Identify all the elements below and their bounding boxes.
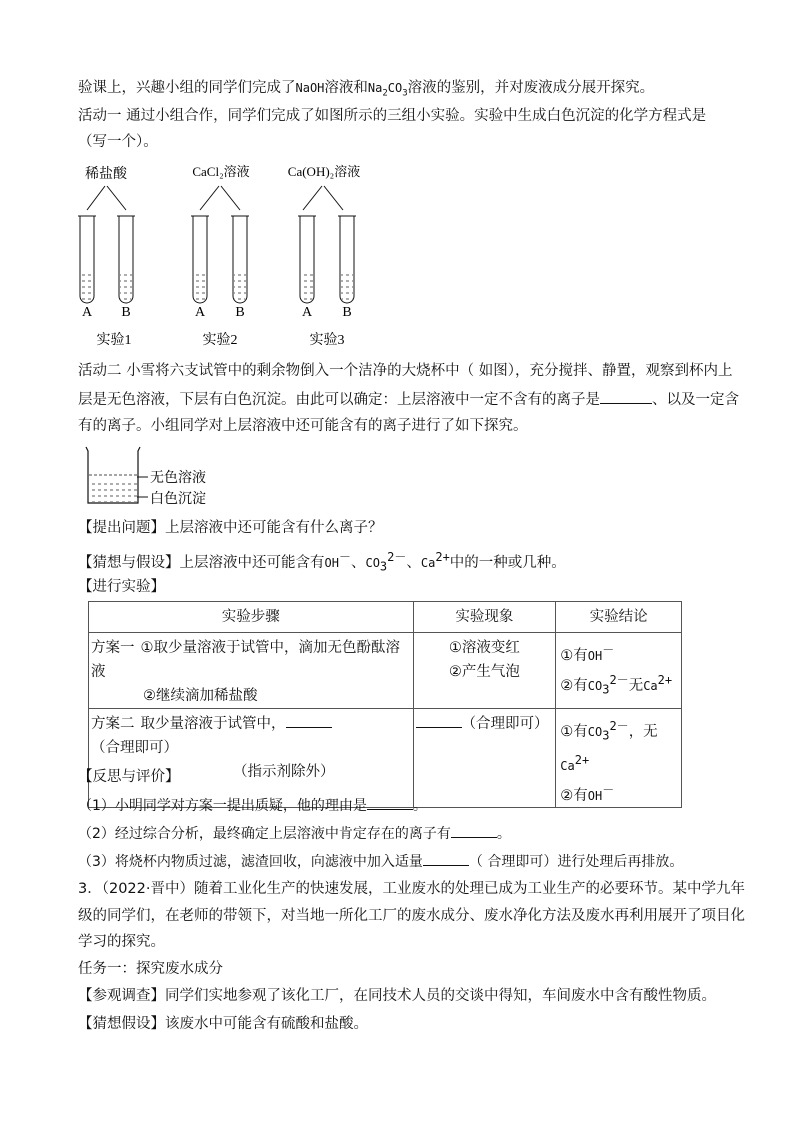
experiment1-tubes <box>78 186 135 303</box>
reflection-q2: （2）经过综合分析，最终确定上层溶液中肯定存在的离子有 。 <box>78 823 511 844</box>
tube-label-2b: B <box>235 305 245 320</box>
q3-blank[interactable] <box>423 851 469 866</box>
experiment3-tubes <box>298 186 356 303</box>
label-cacl2: CaCl₂溶液 <box>192 164 250 179</box>
plan2-step-blank[interactable] <box>286 713 332 728</box>
label-hcl: 稀盐酸 <box>85 167 127 182</box>
reflection-q1: （1）小明同学对方案一提出质疑，他的理由是 。 <box>78 795 427 816</box>
na2co3-formula: $Na_2CO_3$ <box>367 81 408 99</box>
activity1-line1: 活动一 通过小组合作，同学们完成了如图所示的三组小实验。实验中生成白色沉淀的化学方程式是 <box>78 108 707 124</box>
plan2-observation: （合理即可） <box>413 709 556 808</box>
q1-blank[interactable] <box>367 795 413 810</box>
plan2-steps: 方案二 取少量溶液于试管中，（合理即可） （指示剂除外） <box>89 709 414 808</box>
tube-label-2a: A <box>194 305 206 320</box>
naoh-formula: NaOH <box>295 81 325 95</box>
answer-blank[interactable] <box>600 389 652 404</box>
tube-label-1b: B <box>121 305 131 320</box>
plan1-conclusion: ①有OH－ ②有$CO_3^{2-}$无$Ca^{2+}$ <box>556 633 682 709</box>
problem3-line1: 3．（2022·晋中）随着工业化生产的快速发展，工业废水的处理已成为工业生产的必要环节。某中学九年 <box>78 881 745 897</box>
survey-line: 【参观调查】同学们实地参观了该化工厂，在同技术人员的交谈中得知，车间废水中含有酸性物质。 <box>78 988 716 1004</box>
plan1-steps: 方案一 ①取少量溶液于试管中，滴加无色酚酞溶液 ②继续滴加稀盐酸 <box>89 633 414 709</box>
plan2-obs-blank[interactable] <box>416 713 462 728</box>
reflection-heading: 【反思与评价】 <box>78 769 180 785</box>
beaker-figure <box>80 445 220 510</box>
reflection-q3: （3）将烧杯内物质过滤，滤渣回收，向滤液中加入适量 （ 合理即可）进行处理后再排放。 <box>78 851 683 872</box>
tube-label-3b: B <box>342 305 352 320</box>
experiment-heading: 【进行实验】 <box>78 579 165 595</box>
activity2-line1: 活动二 小雪将六支试管中的剩余物倒入一个洁净的大烧杯中（ 如图），充分搅拌、静置，观察到杯内上 <box>78 363 733 379</box>
tube-label-3a: A <box>301 305 313 320</box>
task1-heading: 任务一：探究废水成分 <box>78 961 223 977</box>
intro-text-b: 溶液和 <box>324 80 368 96</box>
caption-exp1: 实验1 <box>96 333 132 348</box>
hypothesis-line: 【猜想与假设】上层溶液中还可能含有OH－、$CO_3^{2-}$、$Ca^{2+}$中的一种或几种。 <box>78 550 566 574</box>
problem3-line3: 学习的探究。 <box>78 934 165 950</box>
intro-line <box>78 78 654 103</box>
header-steps: 实验步骤 <box>89 602 414 633</box>
tube-label-1a: A <box>81 305 93 320</box>
q2-blank[interactable] <box>451 823 497 838</box>
header-observation: 实验现象 <box>413 602 556 633</box>
problem3-line2: 级的同学们，在老师的带领下，对当地一所化工厂的废水成分、废水净化方法及废水再利用展开了项目化 <box>78 908 745 924</box>
activity1-line2: （写一个）。 <box>78 134 158 150</box>
guess-line: 【猜想假设】该废水中可能含有硫酸和盐酸。 <box>78 1016 368 1032</box>
beaker-upper-label: 无色溶液 <box>150 471 206 486</box>
caption-exp2: 实验2 <box>202 333 238 348</box>
experiment2-tubes <box>191 186 249 303</box>
plan2-conclusion: ①有$CO_3^{2-}$，无$Ca^{2+}$ ②有OH－ <box>556 709 682 808</box>
question-line: 【提出问题】上层溶液中还可能含有什么离子？ <box>78 520 383 536</box>
label-caoh2: Ca(OH)₂溶液 <box>287 164 361 179</box>
intro-text-c: 溶液的鉴别，并对废液成分展开探究。 <box>407 80 655 96</box>
beaker-lower-label: 白色沉淀 <box>150 492 206 507</box>
caption-exp3: 实验3 <box>309 333 345 348</box>
test-tube-figure <box>70 158 390 354</box>
header-conclusion: 实验结论 <box>556 602 682 633</box>
activity2-line3: 有的离子。小组同学对上层溶液中还可能含有的离子进行了如下探究。 <box>78 418 528 434</box>
intro-text: 验课上，兴趣小组的同学们完成了 <box>78 80 296 96</box>
plan1-observation: ①溶液变红 ②产生气泡 <box>413 633 556 709</box>
activity2-line2: 层是无色溶液，下层有白色沉淀。由此可以确定：上层溶液中一定不含有的离子是 、以及一定含 <box>78 389 739 410</box>
